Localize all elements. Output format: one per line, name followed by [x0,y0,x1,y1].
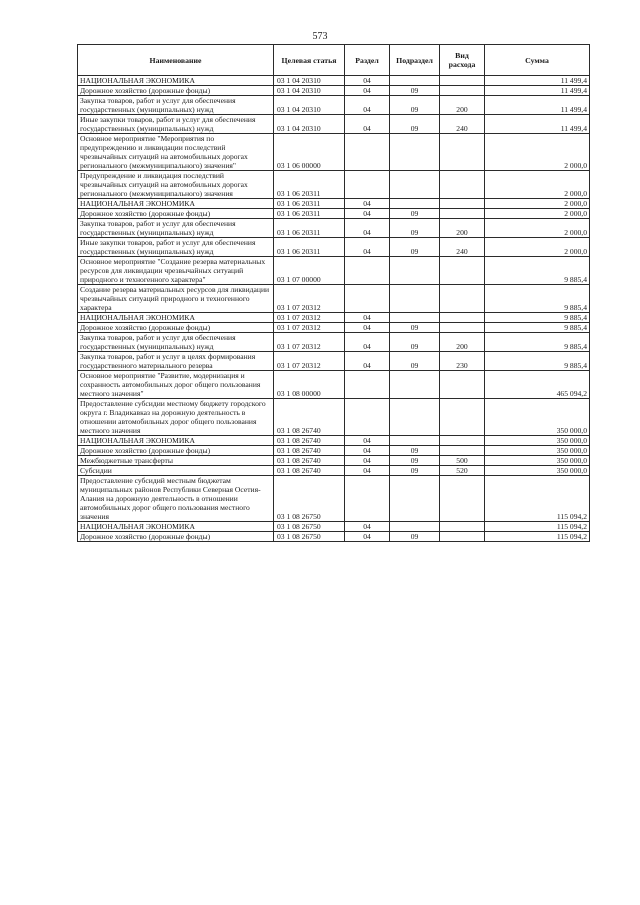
cell-section [345,257,390,285]
header-kind: Вид расхода [440,45,485,76]
cell-sum: 2 000,0 [485,171,590,199]
cell-name: Предоставление субсидии местному бюджету городского округа г. Владикавказ на дорожную деятельность в отношении автомобильных дорог общего пользования местного значения [78,399,274,436]
cell-target: 03 1 08 26750 [274,476,345,522]
cell-target: 03 1 08 26750 [274,532,345,542]
table-row [78,171,590,199]
cell-section: 04 [345,352,390,371]
cell-name: Предоставление субсидий местным бюджетам муниципальных районов Республики Северная Осетия-Алания на дорожную деятельность в отношении автомобильных дорог общего пользования местного значения [78,476,274,522]
cell-subsection: 09 [390,86,440,96]
cell-subsection: 09 [390,238,440,257]
cell-subsection [390,257,440,285]
cell-sum: 2 000,0 [485,219,590,238]
cell-target: 03 1 06 20311 [274,199,345,209]
cell-subsection [390,199,440,209]
cell-target: 03 1 06 20311 [274,209,345,219]
table-row [78,238,590,257]
table-row [78,115,590,134]
cell-section: 04 [345,522,390,532]
cell-name: Дорожное хозяйство (дорожные фонды) [78,323,274,333]
cell-target: 03 1 07 20312 [274,313,345,323]
cell-sum: 350 000,0 [485,399,590,436]
cell-section: 04 [345,219,390,238]
table-row [78,532,590,542]
cell-sum: 115 094,2 [485,522,590,532]
cell-kind [440,476,485,522]
cell-section: 04 [345,115,390,134]
cell-name: Дорожное хозяйство (дорожные фонды) [78,446,274,456]
table-row [78,352,590,371]
cell-name: Закупка товаров, работ и услуг для обеспечения государственных (муниципальных) нужд [78,96,274,115]
cell-name: Создание резерва материальных ресурсов для ликвидации чрезвычайных ситуаций природного и техногенного характера [78,285,274,313]
cell-subsection [390,313,440,323]
cell-subsection [390,476,440,522]
cell-section: 04 [345,466,390,476]
cell-section [345,476,390,522]
cell-kind: 520 [440,466,485,476]
cell-target: 03 1 04 20310 [274,96,345,115]
cell-kind [440,134,485,171]
cell-target: 03 1 06 20311 [274,171,345,199]
header-subsection: Подраздел [390,45,440,76]
budget-table [77,44,590,542]
cell-sum: 9 885,4 [485,323,590,333]
cell-target: 03 1 07 20312 [274,323,345,333]
table-row [78,134,590,171]
cell-target: 03 1 04 20310 [274,115,345,134]
cell-name: НАЦИОНАЛЬНАЯ ЭКОНОМИКА [78,199,274,209]
cell-sum: 9 885,4 [485,313,590,323]
cell-target: 03 1 07 20312 [274,333,345,352]
cell-sum: 115 094,2 [485,476,590,522]
table-row [78,257,590,285]
cell-section: 04 [345,456,390,466]
cell-section: 04 [345,333,390,352]
cell-target: 03 1 04 20310 [274,86,345,96]
cell-kind [440,209,485,219]
cell-name: Закупка товаров, работ и услуг в целях формирования государственного материального резерва [78,352,274,371]
header-target: Целевая статья [274,45,345,76]
cell-target: 03 1 08 26750 [274,522,345,532]
table-row [78,76,590,86]
cell-name: Закупка товаров, работ и услуг для обеспечения государственных (муниципальных) нужд [78,333,274,352]
cell-name: Основное мероприятие "Развитие, модернизация и сохранность автомобильных дорог общего пользования местного значения" [78,371,274,399]
header-row [78,45,590,76]
cell-target: 03 1 06 20311 [274,238,345,257]
cell-sum: 350 000,0 [485,436,590,446]
cell-subsection: 09 [390,352,440,371]
cell-target: 03 1 08 00000 [274,371,345,399]
cell-name: НАЦИОНАЛЬНАЯ ЭКОНОМИКА [78,522,274,532]
cell-subsection [390,134,440,171]
table-row [78,323,590,333]
cell-kind: 240 [440,238,485,257]
cell-name: Дорожное хозяйство (дорожные фонды) [78,86,274,96]
cell-kind [440,86,485,96]
cell-section: 04 [345,532,390,542]
header-sum: Сумма [485,45,590,76]
cell-kind: 230 [440,352,485,371]
cell-name: Закупка товаров, работ и услуг для обеспечения государственных (муниципальных) нужд [78,219,274,238]
table-row [78,466,590,476]
cell-target: 03 1 07 20312 [274,352,345,371]
cell-section: 04 [345,96,390,115]
cell-sum: 11 499,4 [485,115,590,134]
cell-section: 04 [345,323,390,333]
table-row [78,209,590,219]
cell-subsection [390,399,440,436]
cell-kind [440,532,485,542]
cell-kind: 200 [440,219,485,238]
table-row [78,199,590,209]
table-row [78,313,590,323]
cell-name: Иные закупки товаров, работ и услуг для обеспечения государственных (муниципальных) нужд [78,115,274,134]
cell-kind: 500 [440,456,485,466]
cell-name: Дорожное хозяйство (дорожные фонды) [78,532,274,542]
cell-sum: 9 885,4 [485,333,590,352]
cell-section [345,285,390,313]
cell-sum: 2 000,0 [485,238,590,257]
cell-kind: 200 [440,96,485,115]
table-row [78,219,590,238]
cell-name: Иные закупки товаров, работ и услуг для обеспечения государственных (муниципальных) нужд [78,238,274,257]
cell-sum: 11 499,4 [485,76,590,86]
table-row [78,333,590,352]
cell-section: 04 [345,238,390,257]
cell-subsection [390,522,440,532]
cell-section: 04 [345,436,390,446]
cell-name: Межбюджетные трансферты [78,456,274,466]
cell-subsection: 09 [390,323,440,333]
cell-subsection: 09 [390,333,440,352]
table-row [78,456,590,466]
cell-sum: 350 000,0 [485,456,590,466]
cell-subsection: 09 [390,96,440,115]
table-row [78,285,590,313]
cell-subsection [390,76,440,86]
cell-name: НАЦИОНАЛЬНАЯ ЭКОНОМИКА [78,436,274,446]
cell-sum: 465 094,2 [485,371,590,399]
cell-kind [440,313,485,323]
cell-name: Субсидии [78,466,274,476]
cell-sum: 2 000,0 [485,209,590,219]
cell-kind: 200 [440,333,485,352]
cell-kind [440,199,485,209]
table-row [78,399,590,436]
cell-subsection: 09 [390,209,440,219]
header-name: Наименование [78,45,274,76]
cell-sum: 11 499,4 [485,96,590,115]
cell-sum: 9 885,4 [485,352,590,371]
cell-subsection [390,371,440,399]
cell-sum: 9 885,4 [485,257,590,285]
cell-kind [440,522,485,532]
cell-subsection: 09 [390,219,440,238]
cell-kind [440,446,485,456]
cell-subsection [390,285,440,313]
cell-name: НАЦИОНАЛЬНАЯ ЭКОНОМИКА [78,76,274,86]
cell-section [345,134,390,171]
cell-kind [440,436,485,446]
header-section: Раздел [345,45,390,76]
cell-kind [440,285,485,313]
cell-kind [440,323,485,333]
cell-sum: 115 094,2 [485,532,590,542]
cell-target: 03 1 07 00000 [274,257,345,285]
cell-kind [440,371,485,399]
table-row [78,446,590,456]
page-number: 573 [312,31,328,42]
cell-kind [440,399,485,436]
cell-sum: 350 000,0 [485,466,590,476]
cell-section: 04 [345,76,390,86]
cell-subsection: 09 [390,456,440,466]
table-row [78,86,590,96]
table-row [78,476,590,522]
cell-section: 04 [345,446,390,456]
cell-kind [440,171,485,199]
cell-subsection: 09 [390,532,440,542]
table-row [78,96,590,115]
cell-section: 04 [345,199,390,209]
cell-sum: 2 000,0 [485,199,590,209]
cell-sum: 350 000,0 [485,446,590,456]
cell-section: 04 [345,209,390,219]
cell-section [345,171,390,199]
cell-name: Основное мероприятие "Мероприятия по предупреждению и ликвидации последствий чрезвычайных ситуаций на автомобильных дорогах регионального (межмуниципального) значения" [78,134,274,171]
cell-section [345,399,390,436]
cell-name: Основное мероприятие "Создание резерва материальных ресурсов для ликвидации чрезвычайных ситуаций природного и техногенного характера" [78,257,274,285]
cell-name: Предупреждение и ликвидация последствий чрезвычайных ситуаций на автомобильных дорогах регионального (межмуниципального) значения [78,171,274,199]
cell-subsection [390,171,440,199]
cell-section [345,371,390,399]
cell-target: 03 1 08 26740 [274,466,345,476]
cell-target: 03 1 08 26740 [274,446,345,456]
cell-target: 03 1 08 26740 [274,399,345,436]
cell-kind [440,257,485,285]
cell-name: НАЦИОНАЛЬНАЯ ЭКОНОМИКА [78,313,274,323]
cell-target: 03 1 08 26740 [274,436,345,446]
cell-kind [440,76,485,86]
cell-subsection: 09 [390,115,440,134]
table-row [78,436,590,446]
table-row [78,522,590,532]
cell-section: 04 [345,86,390,96]
cell-name: Дорожное хозяйство (дорожные фонды) [78,209,274,219]
cell-target: 03 1 07 20312 [274,285,345,313]
cell-subsection: 09 [390,446,440,456]
cell-kind: 240 [440,115,485,134]
cell-target: 03 1 04 20310 [274,76,345,86]
cell-section: 04 [345,313,390,323]
cell-sum: 9 885,4 [485,285,590,313]
cell-target: 03 1 08 26740 [274,456,345,466]
cell-target: 03 1 06 00000 [274,134,345,171]
cell-target: 03 1 06 20311 [274,219,345,238]
cell-sum: 11 499,4 [485,86,590,96]
cell-subsection [390,436,440,446]
table-row [78,371,590,399]
cell-subsection: 09 [390,466,440,476]
cell-sum: 2 000,0 [485,134,590,171]
